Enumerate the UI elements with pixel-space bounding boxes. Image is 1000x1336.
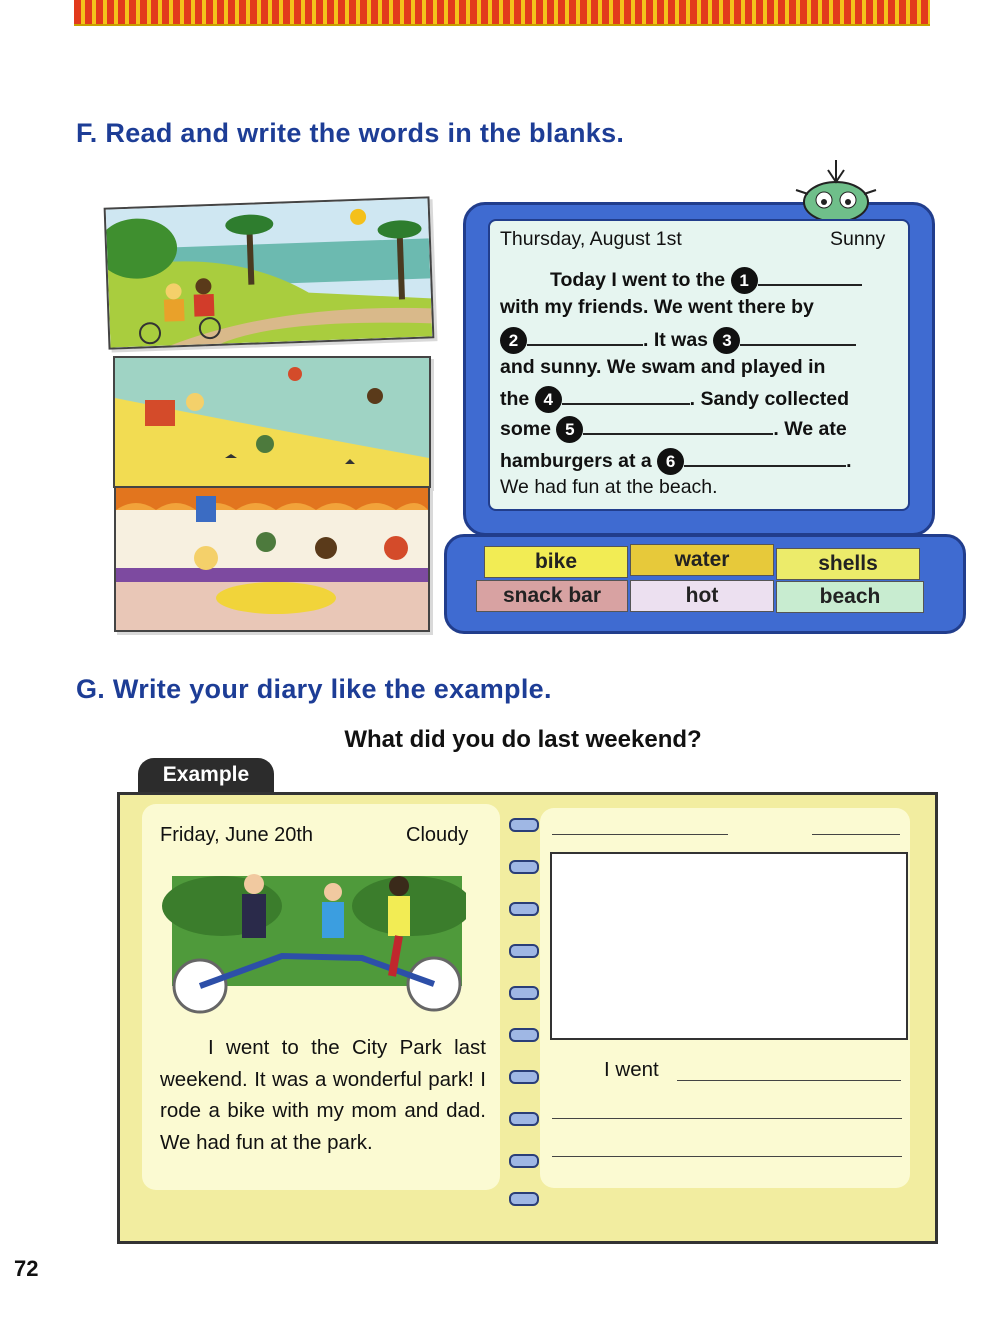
word-bike: bike (484, 546, 628, 578)
diary-date: Thursday, August 1st (500, 228, 682, 250)
diary-line-5 (500, 385, 849, 413)
page-number: 72 (14, 1256, 39, 1281)
diary-line-6 (500, 415, 847, 443)
diary-text: Today I went to the (550, 269, 726, 291)
writing-line-3[interactable] (552, 1156, 902, 1157)
writing-line-1[interactable] (677, 1080, 901, 1081)
diary-text: some (500, 418, 551, 440)
word-beach: beach (776, 581, 924, 613)
example-picture-tandem-bike (162, 866, 466, 1014)
section-f-heading: F. Read and write the words in the blanks. (76, 118, 625, 148)
diary-prompt: I went (604, 1058, 659, 1081)
blank-number-3: 3 (713, 327, 740, 354)
drawing-box[interactable] (550, 852, 908, 1040)
blank-2[interactable] (527, 326, 643, 346)
blank-number-2: 2 (500, 327, 527, 354)
date-line[interactable] (552, 834, 728, 835)
diary-line-3 (500, 326, 856, 354)
example-tab: Example (138, 758, 274, 794)
diary-text: the (500, 388, 530, 410)
diary-line-4: and sunny. We swam and played in (500, 356, 826, 378)
blank-6[interactable] (684, 447, 846, 467)
diary-text: . We ate (773, 418, 847, 440)
diary-text: . It was (643, 329, 709, 351)
diary-weather: Sunny (830, 228, 886, 250)
example-date: Friday, June 20th (160, 824, 314, 846)
blank-number-6: 6 (657, 448, 684, 475)
blank-number-5: 5 (556, 416, 583, 443)
alien-mascot-icon (788, 150, 884, 220)
weather-line[interactable] (812, 834, 900, 835)
blank-number-1: 1 (731, 267, 758, 294)
section-g-heading: G. Write your diary like the example. (76, 674, 552, 704)
diary-line-2: with my friends. We went there by (500, 296, 814, 318)
blank-5[interactable] (583, 415, 773, 435)
diary-text: . Sandy collected (689, 388, 849, 410)
picture-beach (113, 356, 431, 488)
example-weather: Cloudy (406, 824, 469, 846)
picture-bike-ride (104, 196, 435, 349)
picture-snack-bar (114, 486, 430, 632)
word-snack-bar: snack bar (476, 580, 628, 612)
example-text: I went to the City Park last weekend. It was a wonderful park! I rode a bike with my mom and dad. We had fun at the park. (160, 1036, 486, 1154)
diary-line-7 (500, 447, 852, 475)
decorative-top-border (74, 0, 930, 26)
notebook-spiral (509, 808, 535, 1208)
diary-line-8: We had fun at the beach. (500, 476, 718, 498)
word-water: water (630, 544, 774, 576)
section-g-question: What did you do last weekend? (344, 726, 702, 753)
blank-3[interactable] (740, 326, 856, 346)
blank-1[interactable] (758, 266, 862, 286)
word-hot: hot (630, 580, 774, 612)
writing-line-2[interactable] (552, 1118, 902, 1119)
blank-4[interactable] (562, 385, 690, 405)
word-shells: shells (776, 548, 920, 580)
diary-text: . (846, 450, 852, 472)
diary-text: hamburgers at a (500, 450, 652, 472)
blank-number-4: 4 (535, 386, 562, 413)
diary-line-1 (550, 266, 862, 294)
